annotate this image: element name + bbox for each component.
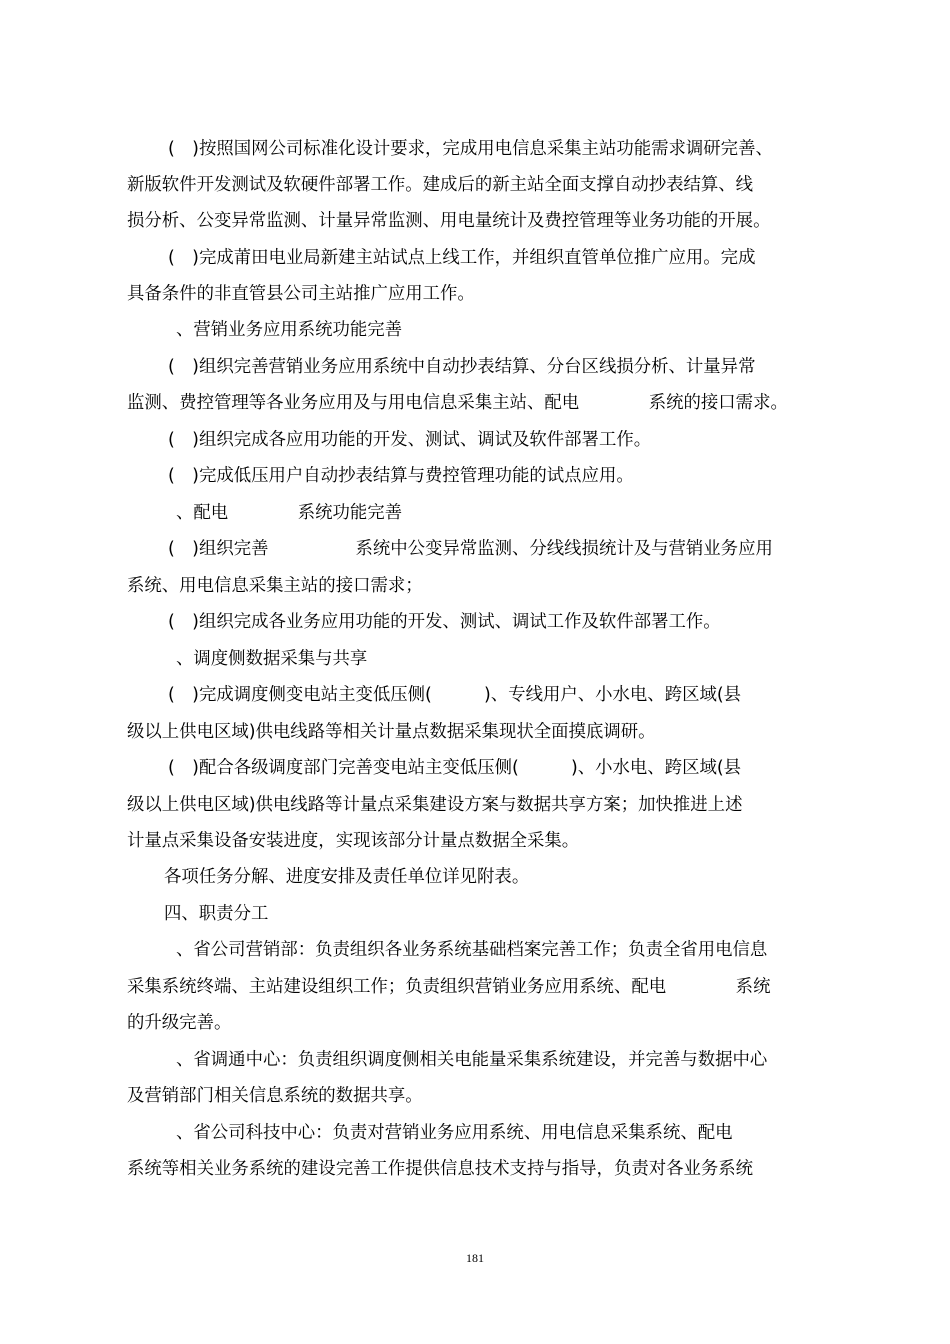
text-line: 、省公司科技中心：负责对营销业务应用系统、用电信息采集系统、配电 xyxy=(176,1123,733,1143)
section-heading: 、配电 系统功能完善 xyxy=(176,503,403,523)
text-line: 系统、用电信息采集主站的接口需求； xyxy=(127,576,423,596)
text-line: 的升级完善。 xyxy=(127,1013,232,1033)
text-line: 、省调通中心：负责组织调度侧相关电能量采集系统建设，并完善与数据中心 xyxy=(176,1050,768,1070)
text-line: 监测、费控管理等各业务应用及与用电信息采集主站、配电 系统的接口需求。 xyxy=(127,393,788,413)
text-line: 及营销部门相关信息系统的数据共享。 xyxy=(127,1086,423,1106)
text-line: ( )组织完成各应用功能的开发、测试、调试及软件部署工作。 xyxy=(168,430,652,450)
text-line: ( )配合各级调度部门完善变电站主变低压侧( )、小水电、跨区域(县 xyxy=(168,758,742,778)
page-number: 181 xyxy=(466,1251,484,1265)
section-heading: 、调度侧数据采集与共享 xyxy=(176,649,368,669)
text-line: ( )组织完善营销业务应用系统中自动抄表结算、分台区线损分析、计量异常 xyxy=(168,357,756,377)
text-line: 级以上供电区域)供电线路等相关计量点数据采集现状全面摸底调研。 xyxy=(127,722,656,742)
text-line: 具备条件的非直管县公司主站推广应用工作。 xyxy=(127,284,475,304)
text-line: 级以上供电区域)供电线路等计量点采集建设方案与数据共享方案；加快推进上述 xyxy=(127,795,743,815)
section-heading: 、营销业务应用系统功能完善 xyxy=(176,320,403,340)
text-line: 采集系统终端、主站建设组织工作；负责组织营销业务应用系统、配电 系统 xyxy=(127,977,771,997)
text-line: ( )完成低压用户自动抄表结算与费控管理功能的试点应用。 xyxy=(168,466,634,486)
section-heading: 四、职责分工 xyxy=(164,904,269,924)
text-line: 系统等相关业务系统的建设完善工作提供信息技术支持与指导，负责对各业务系统 xyxy=(127,1159,754,1179)
text-line: ( )组织完成各业务应用功能的开发、测试、调试工作及软件部署工作。 xyxy=(168,612,721,632)
text-line: 各项任务分解、进度安排及责任单位详见附表。 xyxy=(164,867,530,887)
text-line: 、省公司营销部：负责组织各业务系统基础档案完善工作；负责全省用电信息 xyxy=(176,940,768,960)
text-line: ( )完成调度侧变电站主变低压侧( )、专线用户、小水电、跨区域(县 xyxy=(168,685,742,705)
text-line: 计量点采集设备安装进度，实现该部分计量点数据全采集。 xyxy=(127,831,580,851)
text-line: 损分析、公变异常监测、计量异常监测、用电量统计及费控管理等业务功能的开展。 xyxy=(127,211,771,231)
text-line: 新版软件开发测试及软硬件部署工作。建成后的新主站全面支撑自动抄表结算、线 xyxy=(127,175,754,195)
text-line: ( )按照国网公司标准化设计要求，完成用电信息采集主站功能需求调研完善、 xyxy=(168,139,773,159)
text-line: ( )完成莆田电业局新建主站试点上线工作，并组织直管单位推广应用。完成 xyxy=(168,248,756,268)
text-line: ( )组织完善 系统中公变异常监测、分线线损统计及与营销业务应用 xyxy=(168,539,773,559)
